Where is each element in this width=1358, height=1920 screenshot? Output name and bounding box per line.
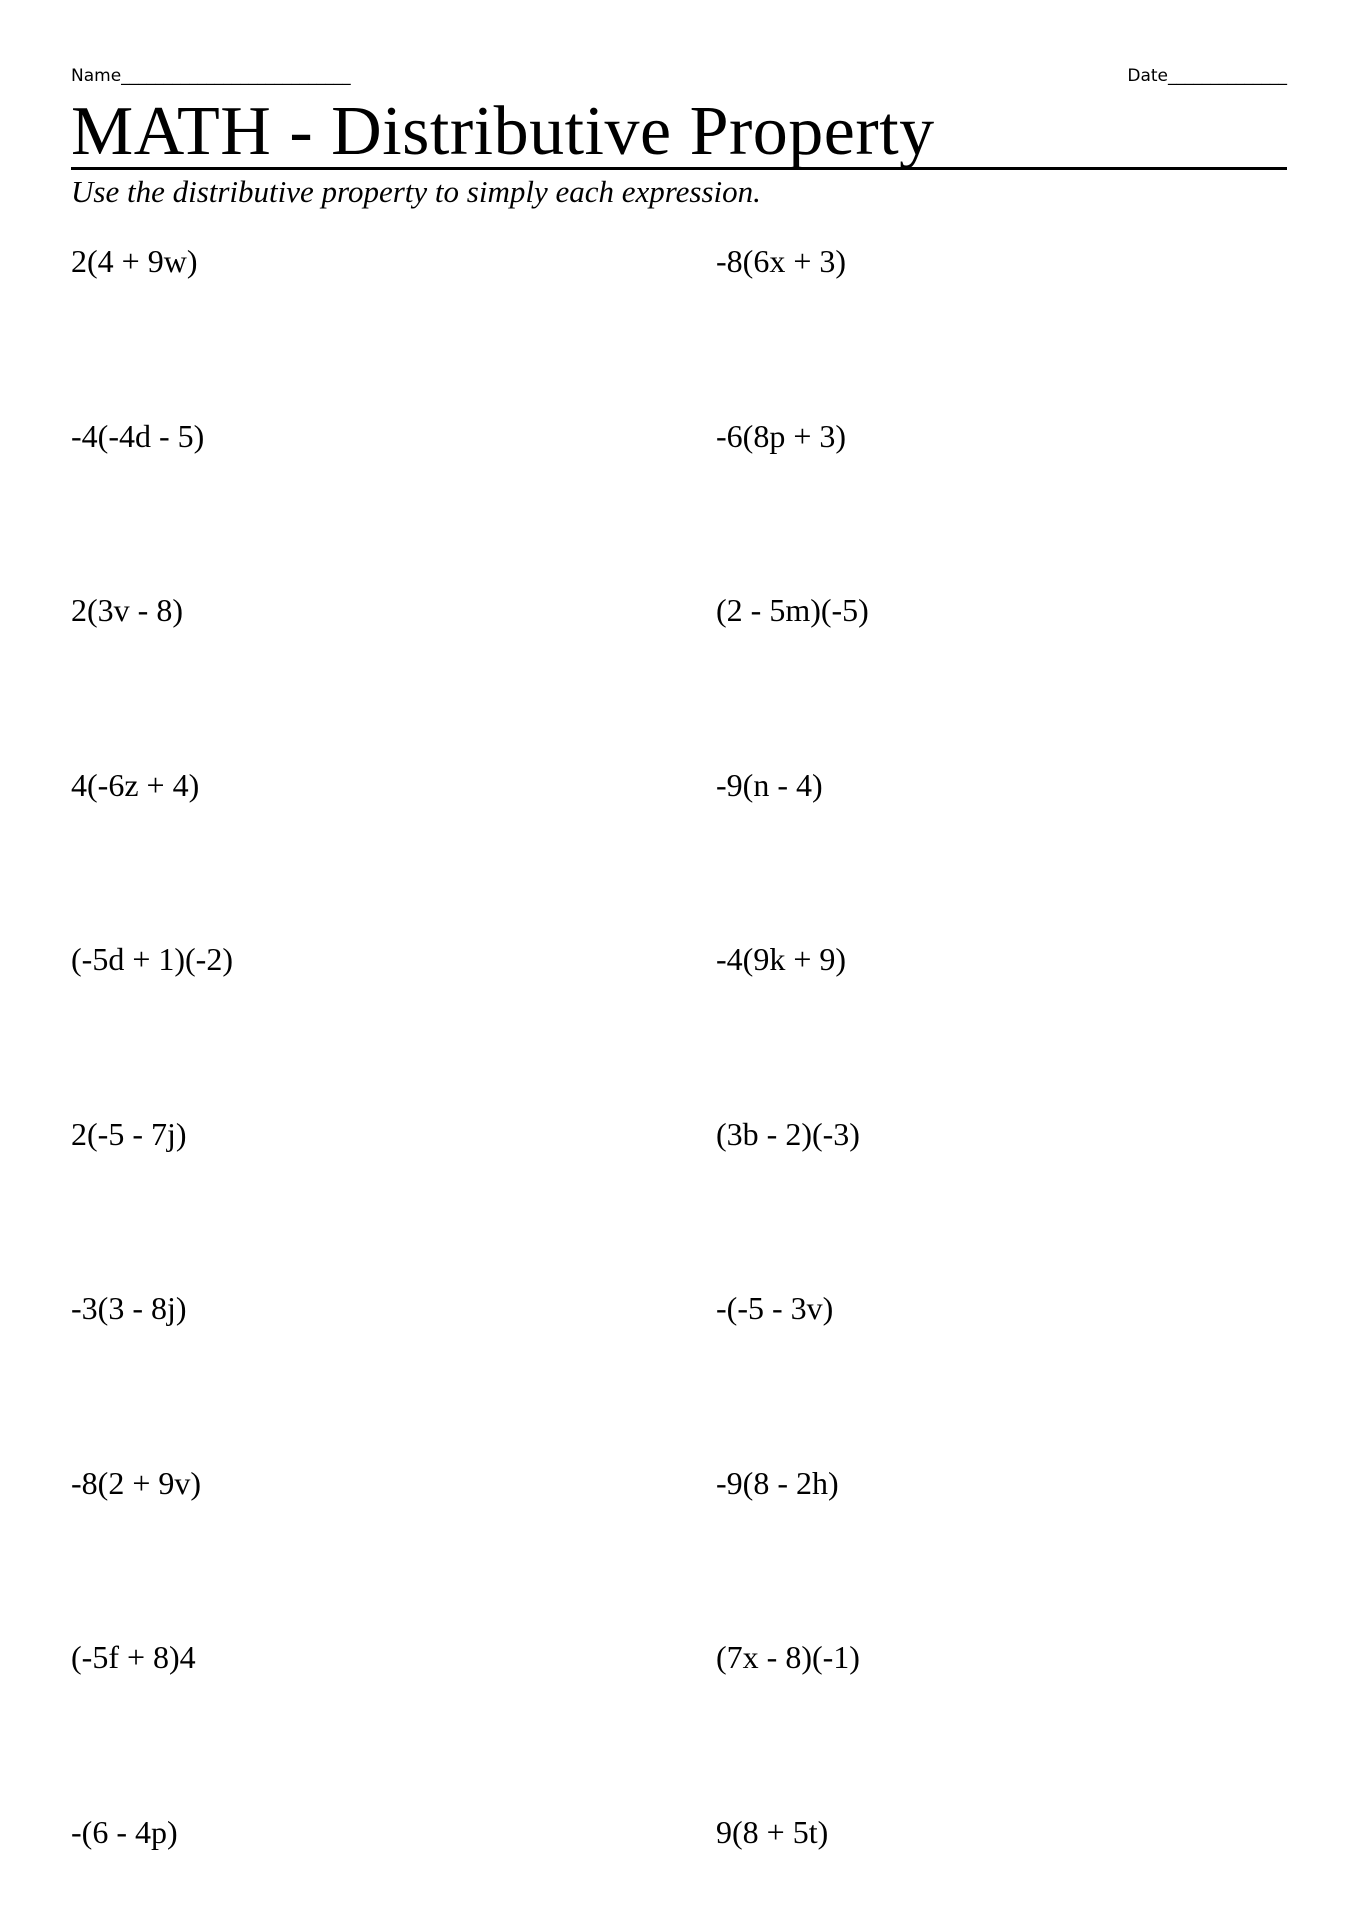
page-title: MATH - Distributive Property [71,93,935,170]
title-underline [71,167,1287,170]
problem-left-4: 4(-6z + 4) [71,766,200,803]
problem-right-3: (2 - 5m)(-5) [716,592,869,628]
problem-right-2: -6(8p + 3) [716,417,847,454]
problem-right-5: -4(9k + 9) [716,941,847,977]
problem-right-6: (3b - 2)(-3) [716,1115,860,1152]
problem-left-1: 2(4 + 9w) [71,243,198,279]
instructions: Use the distributive property to simply each expression. [71,174,761,209]
problem-left-9: (-5f + 8)4 [71,1639,196,1675]
problem-left-7: -3(3 - 8j) [71,1290,187,1326]
problem-right-4: -9(n - 4) [716,766,823,803]
problem-left-5: (-5d + 1)(-2) [71,941,233,977]
problem-left-8: -8(2 + 9v) [71,1464,202,1501]
problem-right-9: (7x - 8)(-1) [716,1639,860,1675]
problem-right-1: -8(6x + 3) [716,243,847,279]
problem-left-3: 2(3v - 8) [71,592,183,628]
problem-left-10: -(6 - 4p) [71,1813,178,1850]
problem-right-7: -(-5 - 3v) [716,1290,834,1326]
date-field-label[interactable]: Date______________ [1127,66,1287,86]
problem-left-2: -4(-4d - 5) [71,417,205,454]
problem-left-6: 2(-5 - 7j) [71,1115,187,1152]
header-row [71,66,1287,90]
problem-right-8: -9(8 - 2h) [716,1464,839,1501]
name-field-label[interactable]: Name___________________________ [71,66,351,86]
problem-right-10: 9(8 + 5t) [716,1813,829,1850]
